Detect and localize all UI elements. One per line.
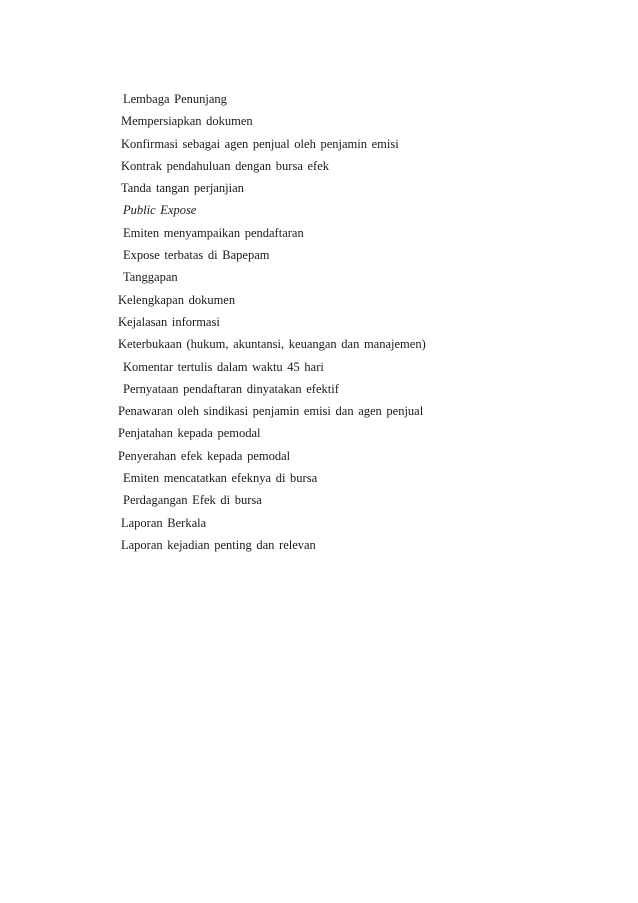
text-lines xyxy=(118,88,426,556)
text-line: Komentar tertulis dalam waktu 45 hari xyxy=(123,359,324,374)
text-line: Tanggapan xyxy=(123,270,178,285)
text-line: Perdagangan Efek di bursa xyxy=(123,493,262,508)
text-line: Kontrak pendahuluan dengan bursa efek xyxy=(121,158,330,173)
text-line: Penyerahan efek kepada pemodal xyxy=(118,448,291,463)
text-line: Penawaran oleh sindikasi penjamin emisi dan agen penjual xyxy=(118,404,424,419)
text-line: Laporan Berkala xyxy=(121,515,207,530)
text-line: Tanda tangan perjanjian xyxy=(121,181,244,196)
text-line: Kelengkapan dokumen xyxy=(118,292,236,307)
text-line: Pernyataan pendaftaran dinyatakan efektif xyxy=(123,381,339,396)
text-line-italic: Public Expose xyxy=(123,203,197,218)
text-line: Emiten mencatatkan efeknya di bursa xyxy=(123,471,318,486)
text-line: Kejalasan informasi xyxy=(118,314,220,329)
text-line: Expose terbatas di Bapepam xyxy=(123,248,270,263)
text-line: Konfirmasi sebagai agen penjual oleh penjamin emisi xyxy=(121,136,399,151)
text-line: Emiten menyampaikan pendaftaran xyxy=(123,225,304,240)
text-line: Lembaga Penunjang xyxy=(123,92,227,106)
text-line: Mempersiapkan dokumen xyxy=(121,114,253,129)
text-line: Keterbukaan (hukum, akuntansi, keuangan dan manajemen) xyxy=(118,337,426,352)
text-line: Laporan kejadian penting dan relevan xyxy=(121,537,316,552)
text-line: Penjatahan kepada pemodal xyxy=(118,426,261,441)
